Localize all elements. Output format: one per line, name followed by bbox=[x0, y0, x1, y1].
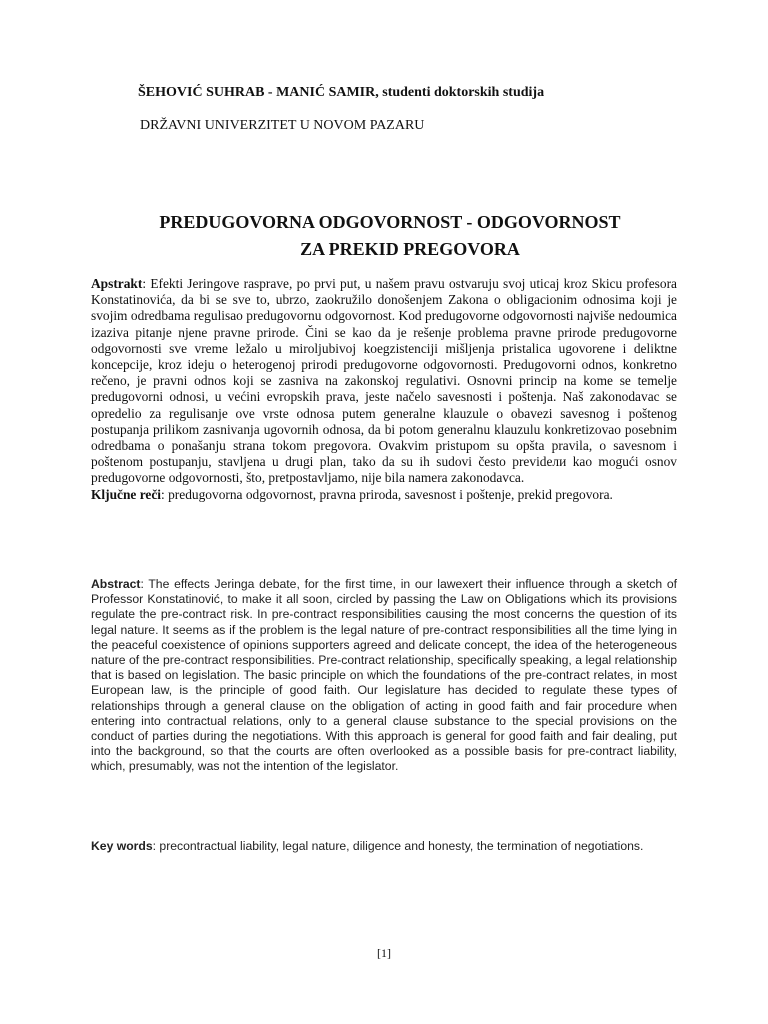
paper-title-line-1: PREDUGOVORNA ODGOVORNOST - ODGOVORNOST bbox=[159, 212, 621, 232]
keywords-serbian-text: : predugovorna odgovornost, pravna priroda, savesnost i poštenje, prekid pregovora. bbox=[161, 486, 613, 502]
keywords-english bbox=[91, 839, 677, 854]
page-number: [1] bbox=[377, 946, 391, 960]
abstract-serbian bbox=[91, 276, 677, 503]
abstract-english-text: : The effects Jeringa debate, for the first time, in our lawexert their influence through a sketch of Professor Konstatinović, to make it all soon, circled by passing the Law on Obligations which its provisions regulate the pre-contract risk. In pre-contract responsibilities causing the most concerns the question of its legal nature. It seems as if the problem is the legal nature of pre-contract responsibilities all the time lying in the peaceful coexistence of opinions supporters agreed and delicate concept, the idea of the heterogeneous nature of the pre-contract responsibilities. Pre-contract relationship, specifically speaking, a legal relationship that is based on legislation. The basic principle on which the foundations of the pre-contract relates, in most European law, is the principle of good faith. Our legislature has decided to regulate these types of relationships through a general clause on the obligation of acting in good faith and fair procedure when entering into contractual relations, only to a general clause substance to the special provisions on the conduct of parties during the negotiations. With this approach is general for good faith and fair dealing, put into the background, so that the courts are often overlooked as a possible basis for pre-contract liability, which, presumably, was not the intention of the legislator. bbox=[91, 577, 677, 774]
university-line: DRŽAVNI UNIVERZITET U NOVOM PAZARU bbox=[140, 118, 425, 133]
abstract-english bbox=[91, 577, 677, 775]
abstract-english-label: Abstract bbox=[91, 577, 141, 591]
abstract-serbian-text: : Efekti Jeringove rasprave, po prvi put, u našem pravu ostvaruju svoj uticaj kroz Skicu profesora Konstatinovića, da bi se sve to, ubrzo, zaokružilo donošenjem Zakona o obligacionim odnosima koji je svojim odredbama regulisao predugovornu odgovornost. Kod predugovorne odgovornosti najviše nedoumica izaziva pitanje njene pravne prirode. Čini se kao da je rešenje problema pravne prirode predugovorne odgovornosti sve vreme ležalo u miroljubivoj koegzistenciji mišljenja pristalica ugovorene i deliktne koncepcije, kroz ideju o heterogenoj prirodi predugovorne odgovornosti. Predugovorni odnos, konkretno rečeno, je pravni odnos koji se zasniva na zakonskoj regulativi. Osnovni princip na kome se temelje predugovorni odnosi, u većini evropskih prava, jeste načelo savesnosti i poštenja. Naš zakonodavac se opredelio za regulisanje ove vrste odnosa putem generalne klauzule o obavezi savesnog i poštenog postupanja prilikom zasnivanja ugovornih odnosa, da bi potom generalnu klauzulu konkretizovao posebnim odredbama o ponašanju strana tokom pregovora. Ovakvim pristupom su opšta pravila, o savesnom i poštenom postupanju, stavljena u drugi plan, tako da su ih sudovi često previdели kao mogući osnov predugovorne odgovornosti, što, pretpostavljamo, nije bila namera zakonodavca. bbox=[91, 276, 677, 486]
abstract-serbian-paragraph bbox=[91, 276, 677, 487]
keywords-english-label: Key words bbox=[91, 839, 153, 853]
keywords-english-text: : precontractual liability, legal nature, diligence and honesty, the termination of negotiations. bbox=[152, 839, 644, 853]
abstract-serbian-label: Apstrakt bbox=[91, 276, 143, 291]
author-line: ŠEHOVIĆ SUHRAB - MANIĆ SAMIR, studenti doktorskih studija bbox=[138, 85, 545, 100]
abstract-english-paragraph bbox=[91, 577, 677, 775]
keywords-serbian-paragraph bbox=[91, 487, 677, 503]
keywords-serbian-label: Ključne reči bbox=[91, 486, 162, 502]
paper-title-line-2: ZA PREKID PREGOVORA bbox=[300, 239, 520, 259]
paper-title bbox=[130, 209, 650, 263]
keywords-english-paragraph bbox=[91, 839, 677, 854]
